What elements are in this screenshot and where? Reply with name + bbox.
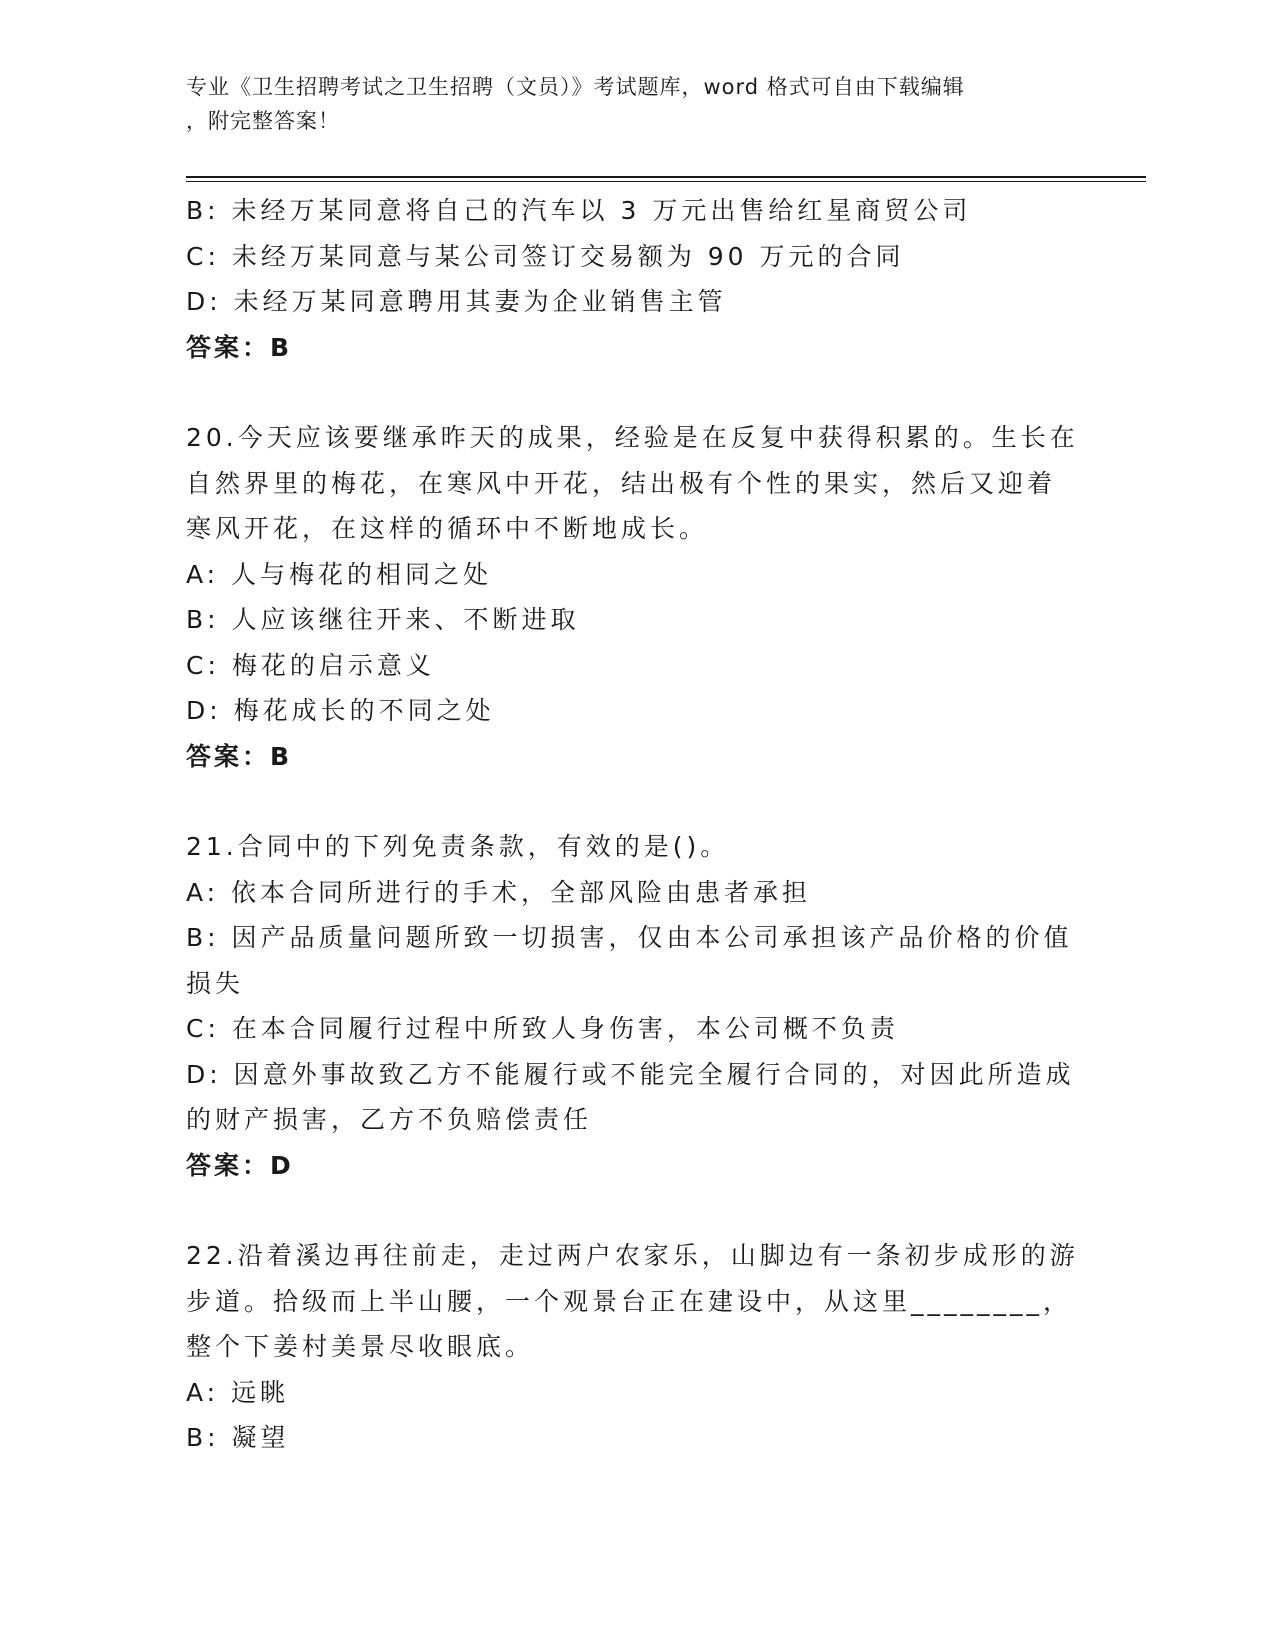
question-stem-line: 20.今天应该要继承昨天的成果，经验是在反复中获得积累的。生长在: [186, 423, 1079, 452]
option-b: B: 凝望: [186, 1423, 290, 1452]
question-21: [186, 824, 1086, 1188]
question-stem-line: 自然界里的梅花，在寒风中开花，结出极有个性的果实，然后又迎着: [186, 468, 1057, 498]
answer-line: 答案：D: [186, 1150, 294, 1180]
option-a: A: 远眺: [186, 1377, 290, 1407]
header-line-1: 专业《卫生招聘考试之卫生招聘（文员）》考试题库，word 格式可自由下载编辑: [186, 75, 965, 99]
header-line-2: ，附完整答案！: [186, 109, 340, 133]
answer-line: 答案：B: [186, 332, 293, 362]
question-stem-line: 22.沿着溪边再往前走，走过两户农家乐，山脚边有一条初步成形的游: [186, 1241, 1079, 1270]
question-20: [186, 415, 1086, 779]
header-rule-thick: [186, 176, 1146, 178]
option-b: B: 因产品质量问题所致一切损害，仅由本公司承担该产品价格的价值: [186, 923, 1073, 952]
option-c: C: 未经万某同意与某公司签订交易额为 90 万元的合同: [186, 241, 905, 271]
question-19-continuation: [186, 188, 1086, 370]
option-c: C: 梅花的启示意义: [186, 650, 435, 680]
option-a: A: 人与梅花的相同之处: [186, 559, 493, 589]
document-header: [186, 70, 1066, 138]
option-a: A: 依本合同所进行的手术，全部风险由患者承担: [186, 877, 812, 907]
question-stem-line: 整个下姜村美景尽收眼底。: [186, 1332, 535, 1361]
question-stem-line: 寒风开花，在这样的循环中不断地成长。: [186, 514, 709, 543]
option-c: C: 在本合同履行过程中所致人身伤害，本公司概不负责: [186, 1014, 899, 1043]
answer-line: 答案：B: [186, 741, 293, 771]
header-rule-thin: [186, 181, 1146, 182]
option-b-continued: 损失: [186, 968, 245, 998]
option-d-continued: 的财产损害，乙方不负赔偿责任: [186, 1105, 593, 1134]
question-stem-line: 步道。拾级而上半山腰，一个观景台正在建设中，从这里________，: [186, 1286, 1073, 1316]
option-d: D: 梅花成长的不同之处: [186, 696, 495, 725]
question-22: [186, 1233, 1086, 1461]
option-d: D: 因意外事故致乙方不能履行或不能完全履行合同的，对因此所造成: [186, 1059, 1075, 1089]
question-stem-line: 21.合同中的下列免责条款，有效的是()。: [186, 832, 730, 861]
option-b: B: 未经万某同意将自己的汽车以 3 万元出售给红星商贸公司: [186, 196, 972, 225]
question-content: [186, 188, 1086, 1461]
option-d: D: 未经万某同意聘用其妻为企业销售主管: [186, 287, 727, 316]
option-b: B: 人应该继往开来、不断进取: [186, 605, 580, 634]
